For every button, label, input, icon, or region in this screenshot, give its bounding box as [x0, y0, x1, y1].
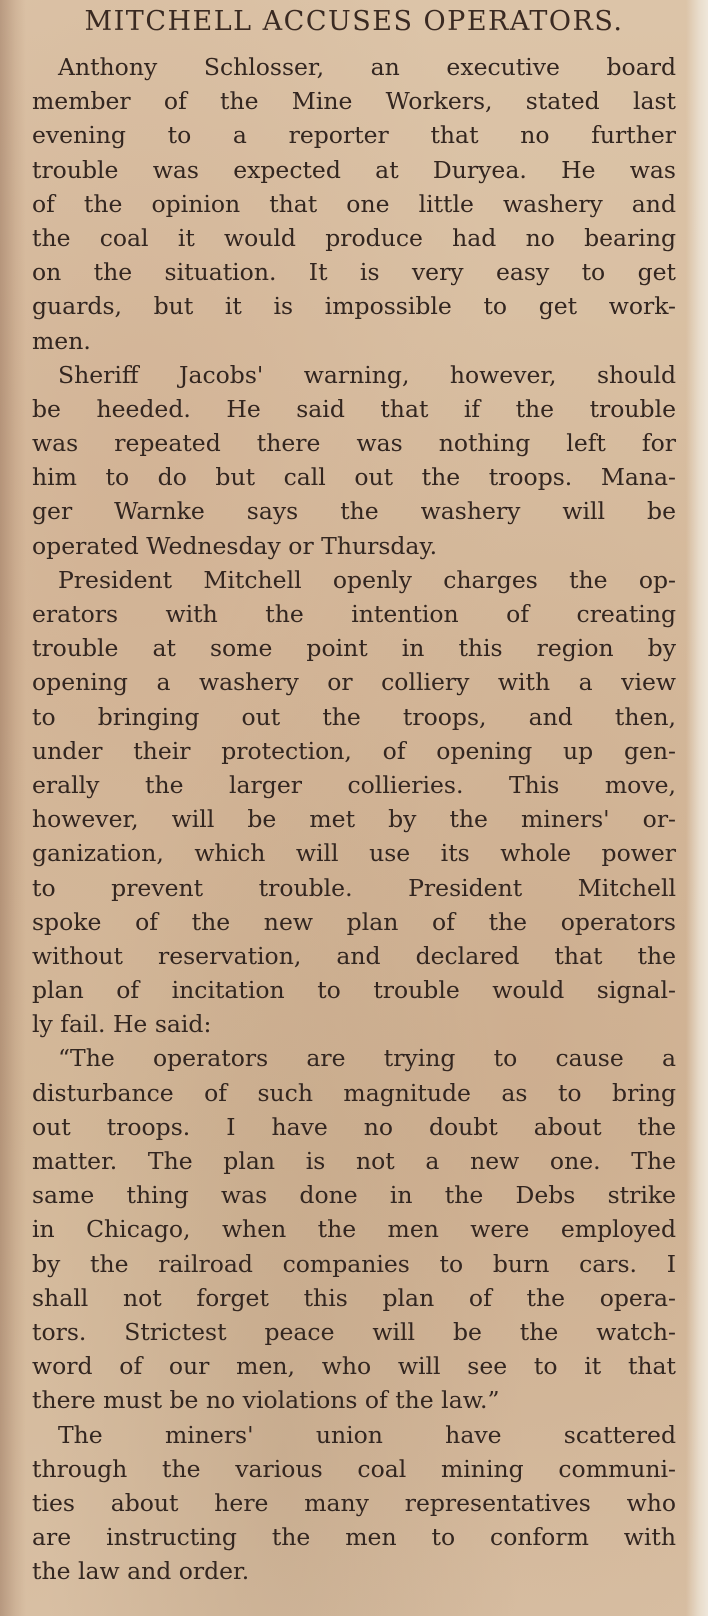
text-line: disturbance of such magnitude as to bring	[32, 1078, 676, 1107]
paragraph	[32, 50, 676, 358]
text-line: shall not forget this plan of the opera-	[32, 1283, 676, 1312]
text-line: under their protection, of opening up gen-	[32, 736, 676, 765]
text-line: erally the larger collieries. This move,	[32, 770, 676, 799]
text-line: trouble at some point in this region by	[32, 634, 676, 663]
text-line: by the railroad companies to burn cars. I	[32, 1249, 676, 1278]
text-line: the coal it would produce had no bearing	[32, 223, 676, 252]
text-line: ganization, which will use its whole power	[32, 839, 676, 868]
text-line: to bringing out the troops, and then,	[32, 702, 676, 731]
paragraph	[32, 1041, 676, 1417]
text-line: out troops. I have no doubt about the	[32, 1112, 676, 1141]
text-line: trouble was expected at Duryea. He was	[32, 155, 676, 184]
right-paper-edge	[686, 0, 708, 1616]
paragraph	[32, 563, 676, 1042]
text-line: erators with the intention of creating	[32, 600, 676, 628]
article-body	[32, 50, 676, 1588]
text-line: same thing was done in the Debs strike	[32, 1181, 676, 1210]
text-line: President Mitchell openly charges the op-	[58, 565, 676, 594]
text-line: in Chicago, when the men were employed	[32, 1215, 676, 1244]
text-line: word of our men, who will see to it that	[32, 1352, 676, 1381]
headline: MITCHELL ACCUSES OPERATORS.	[84, 6, 624, 37]
text-line: the law and order.	[32, 1557, 250, 1586]
text-line: operated Wednesday or Thursday.	[32, 531, 438, 560]
paragraph	[32, 1418, 676, 1589]
text-line: Anthony Schlosser, an executive board	[58, 53, 676, 81]
text-line: without reservation, and declared that the	[32, 941, 676, 970]
text-line: are instructing the men to conform with	[32, 1523, 676, 1552]
text-line: “The operators are trying to cause a	[58, 1044, 676, 1073]
text-line: evening to a reporter that no further	[32, 121, 676, 150]
text-line: ger Warnke says the washery will be	[32, 497, 676, 526]
text-line: matter. The plan is not a new one. The	[32, 1147, 676, 1175]
text-line: through the various coal mining communi-	[32, 1454, 676, 1483]
paragraph	[32, 358, 676, 563]
text-line: there must be no violations of the law.”	[32, 1386, 500, 1415]
text-line: ly fail. He said:	[32, 1010, 212, 1039]
text-line: to prevent trouble. President Mitchell	[32, 873, 676, 902]
text-line: spoke of the new plan of the operators	[32, 907, 676, 936]
text-line: was repeated there was nothing left for	[32, 429, 676, 458]
text-line: plan of incitation to trouble would signal-	[32, 976, 676, 1005]
text-line: Sheriff Jacobs' warning, however, should	[58, 360, 676, 389]
text-line: of the opinion that one little washery and	[32, 189, 676, 218]
text-line: him to do but call out the troops. Mana-	[32, 463, 676, 492]
text-line: tors. Strictest peace will be the watch-	[32, 1317, 676, 1346]
text-line: however, will be met by the miners' or-	[32, 805, 676, 834]
left-edge-stain	[0, 0, 26, 1616]
text-line: ties about here many representatives who	[32, 1488, 676, 1517]
text-line: The miners' union have scattered	[58, 1420, 676, 1449]
text-line: member of the Mine Workers, stated last	[32, 87, 676, 116]
text-line: opening a washery or colliery with a view	[32, 668, 676, 697]
text-line: be heeded. He said that if the trouble	[32, 394, 676, 423]
text-line: guards, but it is impossible to get work-	[32, 292, 676, 321]
text-line: on the situation. It is very easy to get	[32, 258, 676, 287]
text-line: men.	[32, 326, 91, 355]
